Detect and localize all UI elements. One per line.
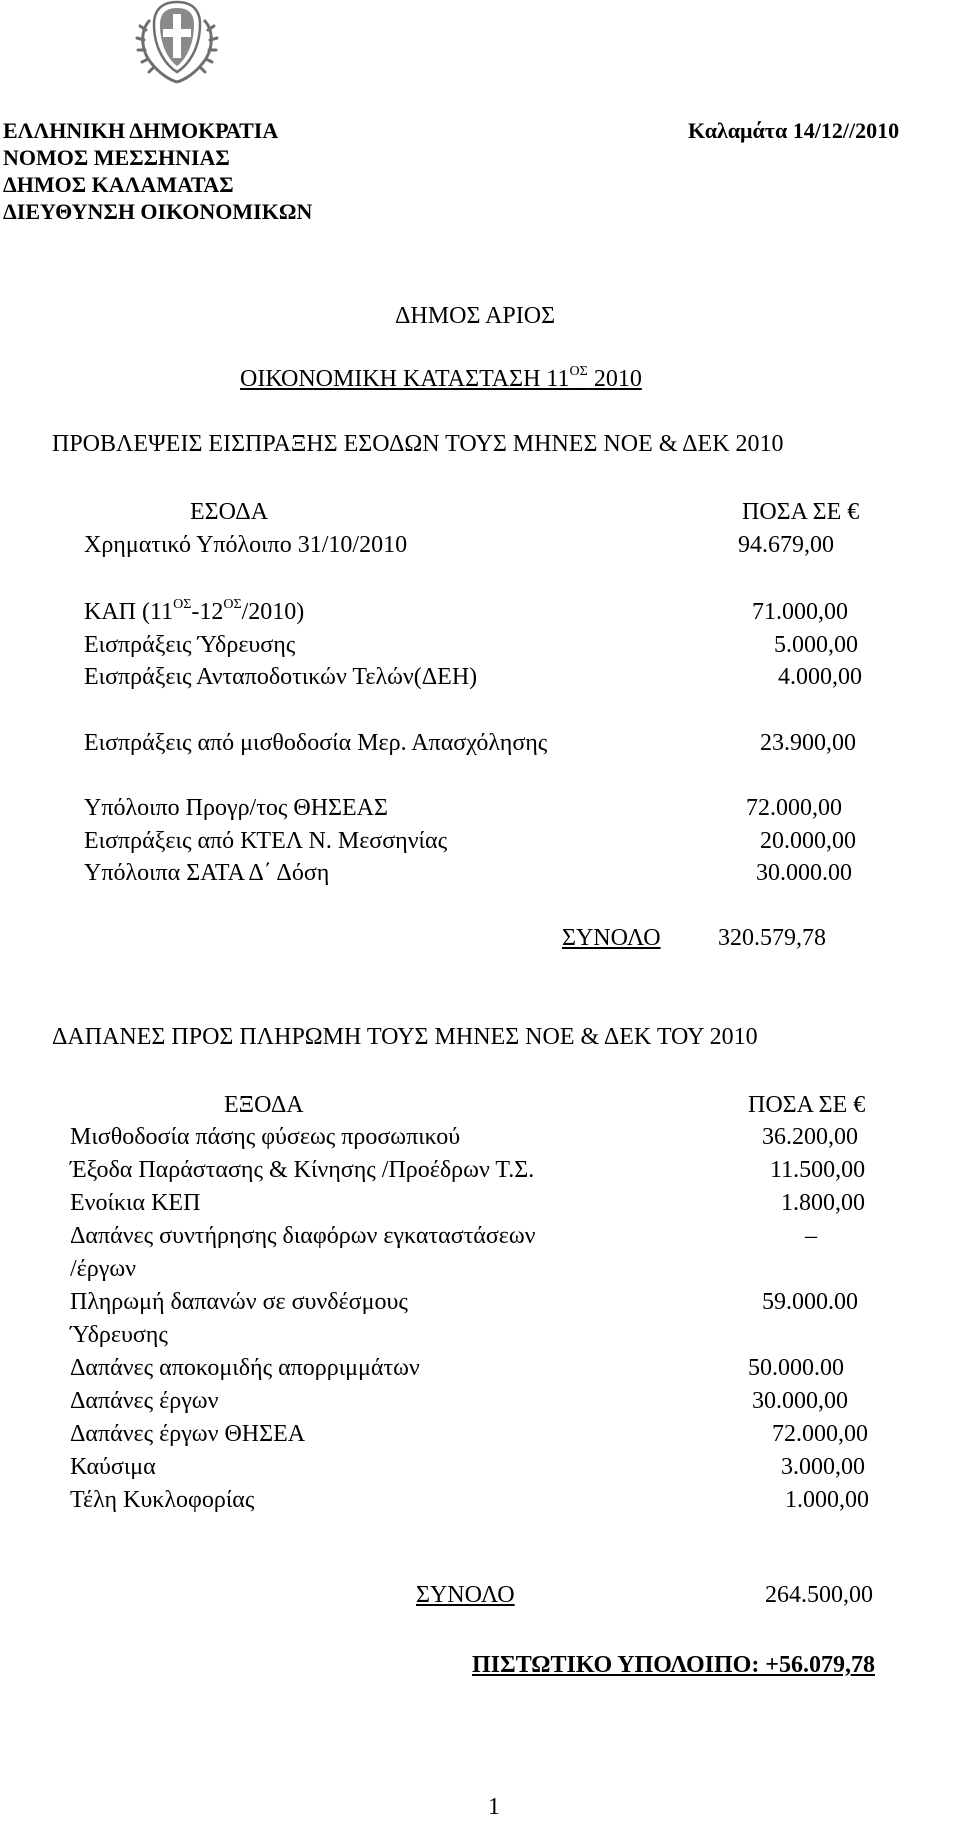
revenue-row-amount: 72.000,00: [746, 795, 842, 821]
revenue-row-amount: 94.679,00: [738, 532, 834, 558]
revenue-row-amount: 5.000,00: [774, 632, 858, 658]
revenue-col-item: ΕΣΟΔΑ: [190, 499, 269, 525]
expense-row-label: Μισθοδοσία πάσης φύσεως προσωπικού: [70, 1124, 461, 1150]
revenue-row-label: Υπόλοιπα ΣΑΤΑ Δ΄ Δόση: [84, 860, 330, 886]
revenue-row-label: Υπόλοιπο Προγρ/τος ΘΗΣΕΑΣ: [84, 795, 388, 821]
expense-row-amount: 1.000,00: [785, 1487, 869, 1513]
revenue-row-label: Εισπράξεις από ΚΤΕΛ Ν. Μεσσηνίας: [84, 828, 448, 854]
revenue-row-label: Εισπράξεις Ύδρευσης: [84, 632, 296, 658]
org-line-2: ΝΟΜΟΣ ΜΕΣΣΗΝΙΑΣ: [3, 145, 230, 170]
expense-row-amount: 36.200,00: [762, 1124, 858, 1150]
expense-row-amount: 11.500,00: [770, 1157, 866, 1183]
expense-row-amount: 59.000.00: [762, 1289, 858, 1315]
expenses-col-item: ΕΞΟΔΑ: [224, 1092, 304, 1118]
revenue-total: ΣΥΝΟΛΟ 320.579,78: [562, 925, 826, 951]
revenue-row-amount: 23.900,00: [760, 730, 856, 756]
expense-row-label: Δαπάνες έργων ΘΗΣΕΑ: [70, 1421, 306, 1447]
page-number: 1: [488, 1794, 500, 1820]
expenses-heading: ΔΑΠΑΝΕΣ ΠΡΟΣ ΠΛΗΡΩΜΗ ΤΟΥΣ ΜΗΝΕΣ ΝΟΕ & ΔΕΚ ΤΟΥ 2010: [52, 1024, 758, 1050]
expense-row-label: Έξοδα Παράστασης & Κίνησης /Προέδρων Τ.Σ.: [70, 1157, 535, 1183]
org-line-4: ΔΙΕΥΘΥΝΣΗ ΟΙΚΟΝΟΜΙΚΩΝ: [3, 199, 313, 224]
municipality-title: ΔΗΜΟΣ ΑΡΙΟΣ: [395, 303, 556, 329]
expense-row-amount: 1.800,00: [781, 1190, 865, 1216]
expense-row-amount: 72.000,00: [772, 1421, 868, 1447]
expense-row-label: Δαπάνες έργων: [70, 1388, 219, 1414]
revenue-row-label: Χρηματικό Υπόλοιπο 31/10/2010: [84, 532, 408, 558]
revenue-col-amount: ΠΟΣΑ ΣΕ €: [742, 499, 860, 525]
revenue-row-label: ΚΑΠ $(11^{O\Sigma}-12^{O\Sigma}/2010)$: [84, 597, 305, 625]
org-line-3: ΔΗΜΟΣ ΚΑΛΑΜΑΤΑΣ: [3, 172, 234, 197]
expenses-col-amount: ΠΟΣΑ ΣΕ €: [748, 1092, 866, 1118]
expense-row-amount: 3.000,00: [781, 1454, 865, 1480]
credit-balance: ΠΙΣΤΩΤΙΚΟ ΥΠΟΛΟΙΠΟ: +56.079,78: [472, 1652, 875, 1678]
expense-row-label: Πληρωμή δαπανών σε συνδέσμους: [70, 1289, 408, 1315]
financial-status-title: ΟΙΚΟΝΟΜΙΚΗ ΚΑΤΑΣΤΑΣΗ $11^{O\Sigma}$ 2010: [240, 364, 642, 392]
expenses-total-amount: 264.500,00: [765, 1582, 873, 1608]
forecast-title: ΠΡΟΒΛΕΨΕΙΣ ΕΙΣΠΡΑΞΗΣ ΕΣΟΔΩΝ ΤΟΥΣ ΜΗΝΕΣ ΝΟΕ & ΔΕΚ 2010: [52, 431, 784, 457]
expense-row-label: Ενοίκια ΚΕΠ: [70, 1190, 201, 1216]
expense-row-amount: –: [805, 1223, 817, 1249]
revenue-row-label: Εισπράξεις Ανταποδοτικών Τελών(ΔΕΗ): [84, 664, 478, 690]
place-date: Καλαμάτα 14/12//2010: [688, 118, 900, 143]
expenses-total: ΣΥΝΟΛΟ 264.500,00: [416, 1582, 873, 1608]
revenue-total-amount: 320.579,78: [718, 925, 826, 951]
expense-row-label: Καύσιμα: [70, 1454, 156, 1480]
expense-row-label-cont: Ύδρευσης: [70, 1322, 168, 1348]
greek-coat-of-arms-icon: [132, 0, 222, 86]
revenue-row-amount: 71.000,00: [752, 599, 848, 625]
expense-row-label-cont: /έργων: [70, 1256, 136, 1282]
org-line-1: ΕΛΛΗΝΙΚΗ ΔΗΜΟΚΡΑΤΙΑ: [3, 118, 279, 143]
expense-row-amount: 30.000,00: [752, 1388, 848, 1414]
revenue-row-amount: 30.000.00: [756, 860, 852, 886]
expense-row-amount: 50.000.00: [748, 1355, 844, 1381]
revenue-row-label: Εισπράξεις από μισθοδοσία Μερ. Απασχόλησης: [84, 730, 548, 756]
expense-row-label: Δαπάνες αποκομιδής απορριμμάτων: [70, 1355, 420, 1381]
expense-row-label: Τέλη Κυκλοφορίας: [70, 1487, 255, 1513]
expense-row-label: Δαπάνες συντήρησης διαφόρων εγκαταστάσεων: [70, 1223, 536, 1249]
revenue-row-amount: 4.000,00: [778, 664, 862, 690]
revenue-row-amount: 20.000,00: [760, 828, 856, 854]
